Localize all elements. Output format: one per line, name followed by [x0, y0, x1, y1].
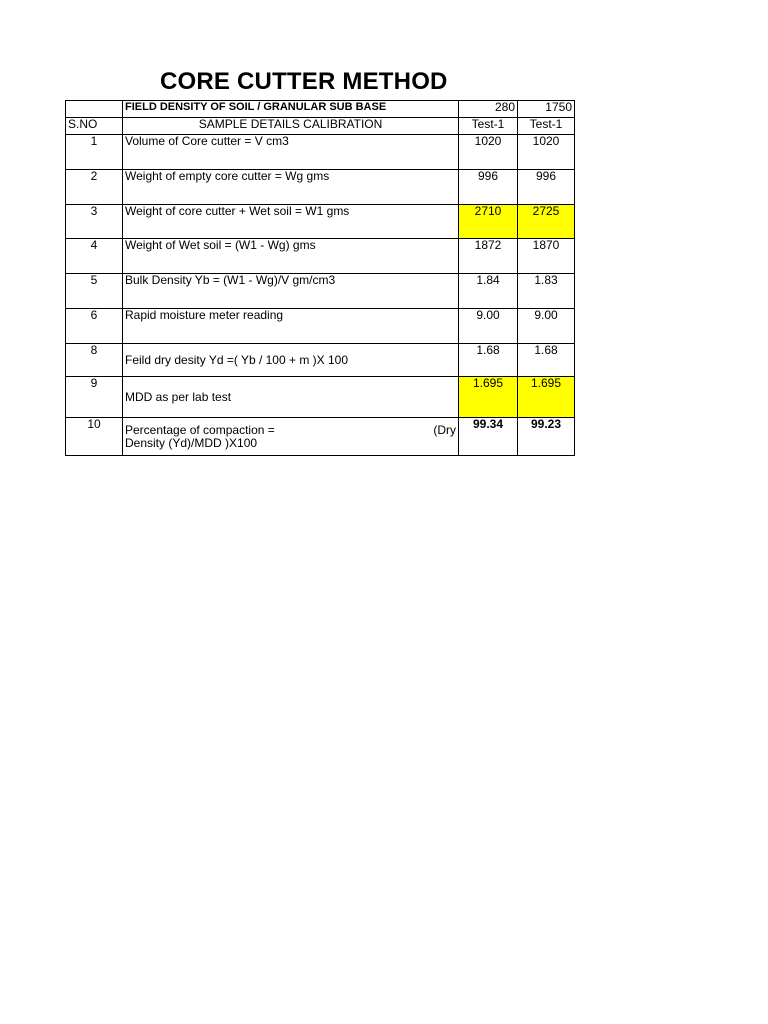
test-1-value: 1.695 [459, 377, 518, 418]
row-description [123, 418, 459, 456]
table-row [66, 239, 575, 274]
test-2-value: 1020 [518, 135, 575, 170]
row-number: 10 [66, 418, 123, 456]
row-description: Bulk Density Yb = (W1 - Wg)/V gm/cm3 [123, 274, 459, 309]
test-1-value: 1872 [459, 239, 518, 274]
table-row [66, 418, 575, 456]
compaction-formula-line-2: Density (Yd)/MDD )X100 [125, 435, 258, 450]
row-number: 9 [66, 377, 123, 418]
table-row [66, 205, 575, 239]
row-number: 1 [66, 135, 123, 170]
table-row [66, 274, 575, 309]
compaction-formula-part-b: (Dry [433, 422, 456, 437]
test-2-value: 99.23 [518, 418, 575, 456]
test-1-value: 1.68 [459, 344, 518, 377]
header-row-title [66, 101, 575, 118]
row-number: 2 [66, 170, 123, 205]
test-1-value: 996 [459, 170, 518, 205]
test-1-value: 1.84 [459, 274, 518, 309]
test-2-value: 1.68 [518, 344, 575, 377]
row-number: 8 [66, 344, 123, 377]
test-1-header: Test-1 [459, 118, 518, 135]
test-2-value: 2725 [518, 205, 575, 239]
test-2-value: 9.00 [518, 309, 575, 344]
row-description: Weight of core cutter + Wet soil = W1 gms [123, 205, 459, 239]
test-1-value: 9.00 [459, 309, 518, 344]
table-row [66, 377, 575, 418]
test-1-value: 2710 [459, 205, 518, 239]
row-description: Weight of empty core cutter = Wg gms [123, 170, 459, 205]
test-2-header: Test-1 [518, 118, 575, 135]
sample-details-header: SAMPLE DETAILS CALIBRATION [123, 118, 459, 135]
chainage-2: 1750 [518, 101, 575, 118]
chainage-1: 280 [459, 101, 518, 118]
table-row [66, 170, 575, 205]
row-description: MDD as per lab test [123, 377, 459, 418]
row-number: 4 [66, 239, 123, 274]
test-2-value: 1.695 [518, 377, 575, 418]
test-2-value: 1.83 [518, 274, 575, 309]
table-row [66, 135, 575, 170]
sno-header: S.NO [66, 118, 123, 135]
row-number: 6 [66, 309, 123, 344]
compaction-formula-part-a: Percentage of compaction = [125, 422, 275, 437]
row-description: Rapid moisture meter reading [123, 309, 459, 344]
row-number: 3 [66, 205, 123, 239]
table-row [66, 344, 575, 377]
row-description: Weight of Wet soil = (W1 - Wg) gms [123, 239, 459, 274]
test-1-value: 99.34 [459, 418, 518, 456]
core-cutter-table [65, 100, 575, 456]
page-title: CORE CUTTER METHOD [160, 68, 448, 95]
table-row [66, 309, 575, 344]
test-1-value: 1020 [459, 135, 518, 170]
header-row-columns [66, 118, 575, 135]
test-2-value: 1870 [518, 239, 575, 274]
row-number: 5 [66, 274, 123, 309]
test-2-value: 996 [518, 170, 575, 205]
compaction-formula-line-1 [125, 424, 456, 437]
row-description: Feild dry desity Yd =( Yb / 100 + m )X 100 [123, 344, 459, 377]
field-density-heading: FIELD DENSITY OF SOIL / GRANULAR SUB BASE [123, 101, 459, 118]
row-description: Volume of Core cutter = V cm3 [123, 135, 459, 170]
empty-cell [66, 101, 123, 118]
